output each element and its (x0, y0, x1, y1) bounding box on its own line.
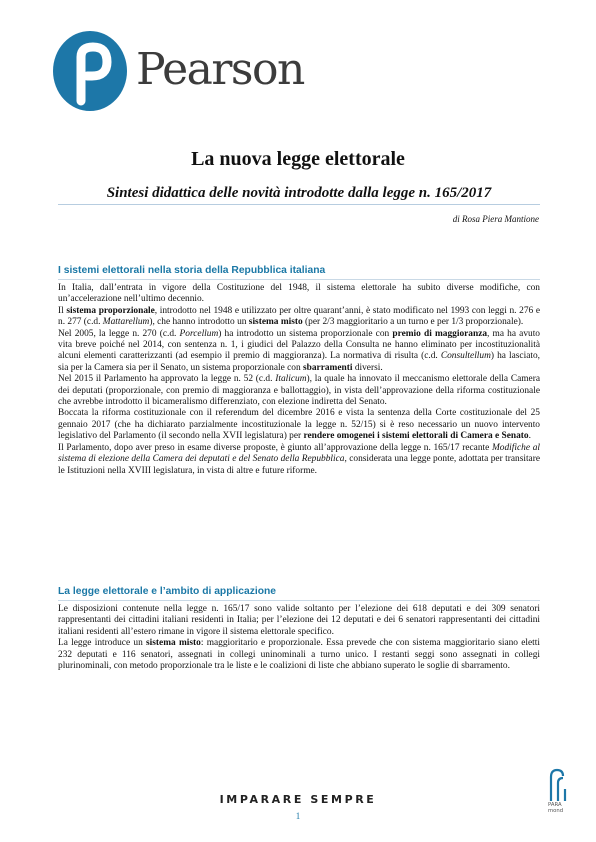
body-paragraph (58, 408, 540, 442)
text-run: Il (58, 305, 67, 316)
body-paragraph (58, 638, 540, 672)
author-byline: di Rosa Piera Mantione (452, 214, 539, 224)
italic-text: Modifiche al sistema di elezione della Camera dei deputati e del Senato della Repubblica (58, 442, 540, 465)
paramond-mark-icon (545, 765, 569, 803)
text-run: . (528, 431, 531, 442)
paramond-logo (545, 765, 571, 814)
subtitle-divider (58, 204, 540, 205)
section-divider (58, 600, 540, 601)
text-run: , introdotto nel 1948 e utilizzato per oltre quarant’anni, è stato modificato nel 1993 con leggi n. 276 e n. 277 (c.d. (58, 305, 540, 328)
body-paragraph (58, 374, 540, 408)
italic-text: Italicum (275, 374, 307, 385)
bold-text: sistema misto (248, 317, 303, 328)
body-paragraph (58, 306, 540, 329)
pearson-p-icon (53, 31, 127, 111)
section-body (58, 283, 540, 477)
bold-text: sistema proporzionale (66, 305, 155, 316)
text-run: La legge introduce un (58, 638, 147, 649)
bold-text: premio di maggioranza (392, 328, 488, 339)
text-run: Boccata la riforma costituzionale con il referendum del dicembre 2016 e vista la sentenza della Corte costituzionale del 25 gennaio 2017 (che ha dichiarato parzialmente incostituzionale la legge n. 52/15) si è reso necessario un nuovo intervento legislativo del Parlamento (il secondo nella XVII legislatura) per (58, 408, 540, 442)
body-paragraph (58, 283, 540, 306)
pearson-logo (53, 31, 304, 111)
text-run: (per 2/3 maggioritario a un turno e per 1/3 proporzionale). (302, 317, 524, 328)
body-paragraph (58, 443, 540, 477)
footer-slogan: IMPARARE SEMPRE (219, 793, 377, 806)
paramond-line-1: PARA (548, 802, 562, 808)
paramond-line-2: mond (548, 807, 564, 814)
section-divider (58, 279, 540, 280)
italic-text: Porcellum (179, 328, 219, 339)
text-run: Il Parlamento, dopo aver preso in esame diverse proposte, è giunto all’approvazione della legge n. 165/17 recante (58, 442, 492, 453)
document-title: La nuova legge elettorale (191, 148, 405, 170)
bold-text: sistema misto (146, 638, 201, 649)
text-run: ), che hanno introdotto un (149, 317, 249, 328)
page-number: 1 (295, 811, 301, 821)
section-heading: I sistemi elettorali nella storia della Repubblica italiana (58, 265, 326, 276)
text-run: In Italia, dall’entrata in vigore della Costituzione del 1948, il sistema elettorale ha subito diverse modifiche, con un’accelerazione nell’ultimo decennio. (58, 283, 540, 305)
text-run: ) ha lasciato, sia per la Camera sia per il Senato, un sistema proporzionale con (58, 351, 540, 373)
text-run: Nel 2015 il Parlamento ha approvato la legge n. 52 (c.d. (58, 374, 276, 385)
document-subtitle: Sintesi didattica delle novità introdotte dalla legge n. 165/2017 (106, 185, 492, 201)
body-paragraph (58, 604, 540, 638)
text-run: : maggioritario e proporzionale. Essa prevede che con sistema maggioritario siano eletti 232 deputati e 116 senatori, assegnati in collegi uninominali a turno unico. I restanti seggi sono assegnati in collegi plurinominali, con metodo proporzionale tra le liste e le coalizioni di liste che abbiano superato le soglie di sbarramento. (58, 638, 540, 672)
text-run: Le disposizioni contenute nella legge n. 165/17 sono valide soltanto per l’elezione dei 618 deputati e dei 309 senatori rappresentanti dei cittadini italiani residenti in Italia; per l’elezione dei 12 deputati e dei 6 senatori rappresentanti dei cittadini italiani residenti all’estero rimane in vigore il sistema elettorale specifico. (58, 604, 540, 637)
bold-text: rendere omogenei i sistemi elettorali di Camera e Senato (303, 431, 529, 442)
italic-text: Mattarellum (102, 317, 150, 328)
body-paragraph (58, 329, 540, 375)
bold-text: sbarramenti (302, 362, 353, 373)
text-run: ), la quale ha innovato il meccanismo elettorale della Camera dei deputati (proporzionale, con premio di maggioranza e ballottaggio), in vista dell’approvazione della riforma costituzionale che avrebbe introdotto il bicameralismo differenziato, con elezione indiretta del Senato. (58, 374, 540, 408)
text-run: ) ha introdotto un sistema proporzionale con (218, 328, 393, 339)
pearson-wordmark: Pearson (136, 43, 304, 95)
section-body (58, 604, 540, 672)
section-heading: La legge elettorale e l’ambito di applicazione (58, 586, 277, 597)
italic-text: Consultellum (440, 351, 491, 362)
text-run: Nel 2005, la legge n. 270 (c.d. (58, 328, 180, 339)
text-run: , ma ha avuto vita breve poiché nel 2014, con sentenza n. 1, i giudici del Palazzo della Consulta ne hanno eliminato per incostituzionalità alcuni elementi caratterizzanti (ad esempio il premio di maggioranza). La normativa di risulta (c.d. (58, 328, 540, 362)
text-run: diversi. (352, 362, 383, 373)
text-run: , considerata una legge ponte, adottata per transitare le Istituzioni nella XVIII legislatura, in vista di altre e future riforme. (58, 454, 540, 476)
